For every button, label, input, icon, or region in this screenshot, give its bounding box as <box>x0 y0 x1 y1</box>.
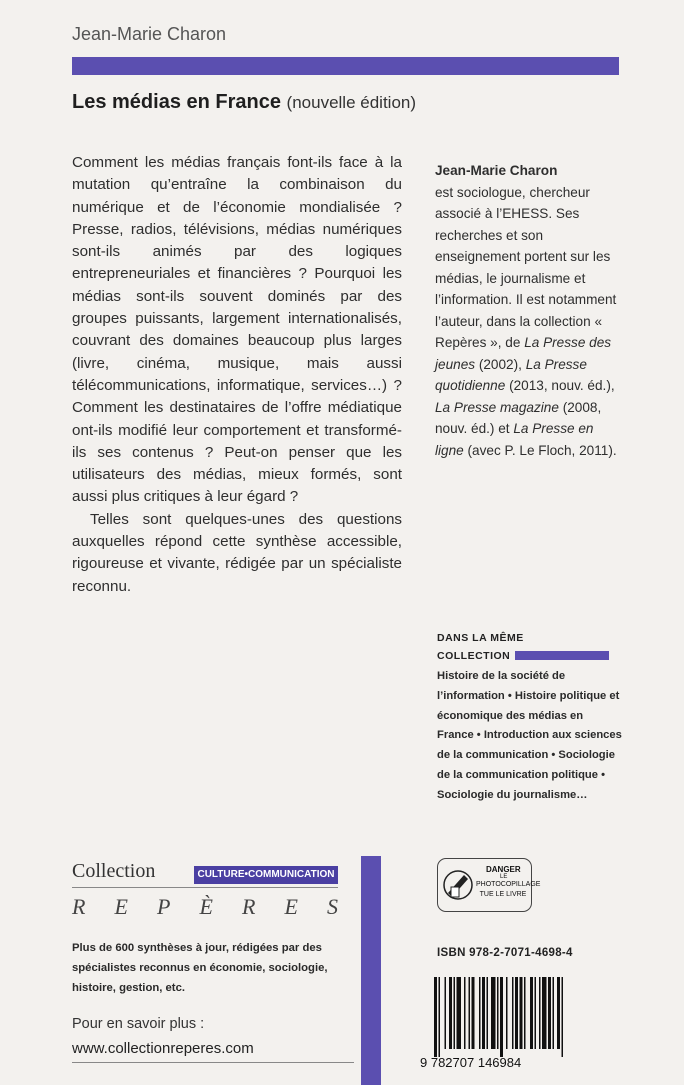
reperes-letter: S <box>327 894 338 919</box>
same-collection-heading-line1: DANS LA MÊME <box>437 632 524 644</box>
reperes-letter: E <box>284 894 298 919</box>
website-rule <box>72 1062 354 1063</box>
collection-blurb: Plus de 600 synthèses à jour, rédigées par des spécialistes reconnus en économie, sociologie, histoire, gestion, etc. <box>72 942 328 994</box>
collection-rule <box>72 887 338 888</box>
author-name-top: Jean-Marie Charon <box>72 24 227 44</box>
culture-communication-badge: CULTURE•COMMUNICATION <box>194 866 338 884</box>
photocopy-warning-icon <box>442 863 476 907</box>
collection-label: Collection <box>72 860 156 882</box>
bio-text-4: (avec P. Le Floch, 2011). <box>467 442 617 458</box>
barcode-stripe <box>530 977 533 1049</box>
same-collection-heading <box>437 629 524 665</box>
barcode-stripe <box>464 977 466 1049</box>
barcode-stripe <box>553 977 555 1049</box>
bio-book-4: La Presse en ligne <box>435 421 594 458</box>
reperes-letter: P <box>157 894 171 919</box>
barcode-stripe <box>454 977 456 1049</box>
bio-line-1: est sociologue, chercheur associé à l’EHESS. <box>435 184 590 221</box>
accent-bar-top <box>72 57 619 75</box>
bio-book-1: La Presse des jeunes <box>435 335 612 372</box>
barcode-stripe <box>472 977 475 1049</box>
reperes-letter: R <box>242 894 256 919</box>
barcode-stripe <box>542 977 547 1049</box>
danger-photocopillage: PHOTOCOPILLAGE <box>476 881 541 888</box>
barcode-stripe <box>491 977 496 1049</box>
author-bio <box>435 160 620 461</box>
book-title-edition: (nouvelle édition) <box>286 93 417 112</box>
reperes-letter: È <box>199 894 213 919</box>
barcode-stripe <box>482 977 485 1049</box>
barcode-stripe <box>524 977 526 1049</box>
bio-book-3: La Presse magazine <box>435 399 559 415</box>
barcode-digits: 9 782707 146984 <box>420 1055 522 1070</box>
description-paragraph-2: Telles sont quelques-unes des questions auxquelles répond cette synthèse accessible, rigoureuse et vivante, rédigée par un spécialiste reconnu. <box>72 510 402 595</box>
barcode-stripe <box>439 977 441 1057</box>
same-collection-list: Histoire de la société de l’information • Histoire politique et économique des médias en France • Introduction aux sciences de la communication • Sociologie de la communication politique • Sociologie du journalisme… <box>437 670 622 801</box>
barcode-stripe <box>479 977 481 1049</box>
barcode-stripe <box>445 977 447 1049</box>
barcode-stripe <box>535 977 537 1049</box>
more-info-label: Pour en savoir plus : <box>72 1016 205 1032</box>
barcode-stripe <box>562 977 564 1057</box>
barcode-stripe <box>469 977 471 1049</box>
danger-title: DANGER <box>486 865 521 874</box>
barcode-stripe <box>520 977 523 1049</box>
bio-author-name: Jean-Marie Charon <box>435 163 558 178</box>
barcode-stripe <box>434 977 437 1057</box>
main-description <box>72 152 402 598</box>
reperes-letter: E <box>114 894 128 919</box>
reperes-letter: R <box>72 894 86 919</box>
description-paragraph-1: Comment les médias français font-ils face à la mutation qu’entraîne la combinaison du numérique et de l’économie mondialisée ? Presse, radios, télévisions, médias numériques sont-ils animés par des logiques entrepreneuriales et financières ? Pourquoi les médias sont-ils souvent dominés par des groupes puissants, largement internationalisés, couvrant des domaines beaucoup plus larges (livre, cinéma, musique, mais aussi télécommunications, informatique, services…) ? Comment les destinataires de l’offre médiatique ont-ils modifié leur comportement et transformé-ils ses contenus ? Peut-on penser que les utilisateurs des médias, mieux formés, sont aussi plus critiques à leur égard ? <box>72 154 402 506</box>
bio-text-1: (2002), <box>478 356 522 372</box>
danger-tue-le-livre: TUE LE LIVRE <box>479 891 527 898</box>
same-collection-heading-line2: COLLECTION <box>437 650 511 662</box>
bio-line-2: Ses recherches et son enseignement portent sur les médias, le journalisme et l’information. Il est notamment l’auteur, dans la collection « Repères », de <box>435 206 617 350</box>
bio-book-2: La Presse quotidienne <box>435 356 587 393</box>
book-title-main: Les médias en France <box>72 91 281 113</box>
accent-bar-collection <box>515 651 609 660</box>
barcode-stripe <box>557 977 560 1049</box>
barcode-icon <box>420 975 620 1057</box>
barcode-stripe <box>506 977 508 1049</box>
website-link[interactable]: www.collectionreperes.com <box>72 1040 254 1057</box>
barcode-stripe <box>449 977 452 1049</box>
barcode-stripe <box>539 977 541 1049</box>
barcode-stripe <box>497 977 499 1049</box>
barcode-stripe <box>548 977 551 1049</box>
bio-text-3: (2008, nouv. éd.) et <box>435 399 602 436</box>
bio-text-2: (2013, nouv. éd.), <box>509 378 615 393</box>
barcode-stripe <box>500 977 503 1057</box>
barcode-stripe <box>487 977 489 1049</box>
book-title <box>72 91 416 114</box>
danger-le: LE <box>500 874 508 880</box>
isbn-number: ISBN 978-2-7071-4698-4 <box>437 947 573 959</box>
barcode-stripe <box>512 977 514 1049</box>
barcode-stripe <box>515 977 518 1049</box>
accent-bar-vertical <box>361 856 381 1085</box>
reperes-logo <box>72 894 338 920</box>
photocopy-warning <box>437 858 541 912</box>
barcode-stripe <box>457 977 462 1049</box>
